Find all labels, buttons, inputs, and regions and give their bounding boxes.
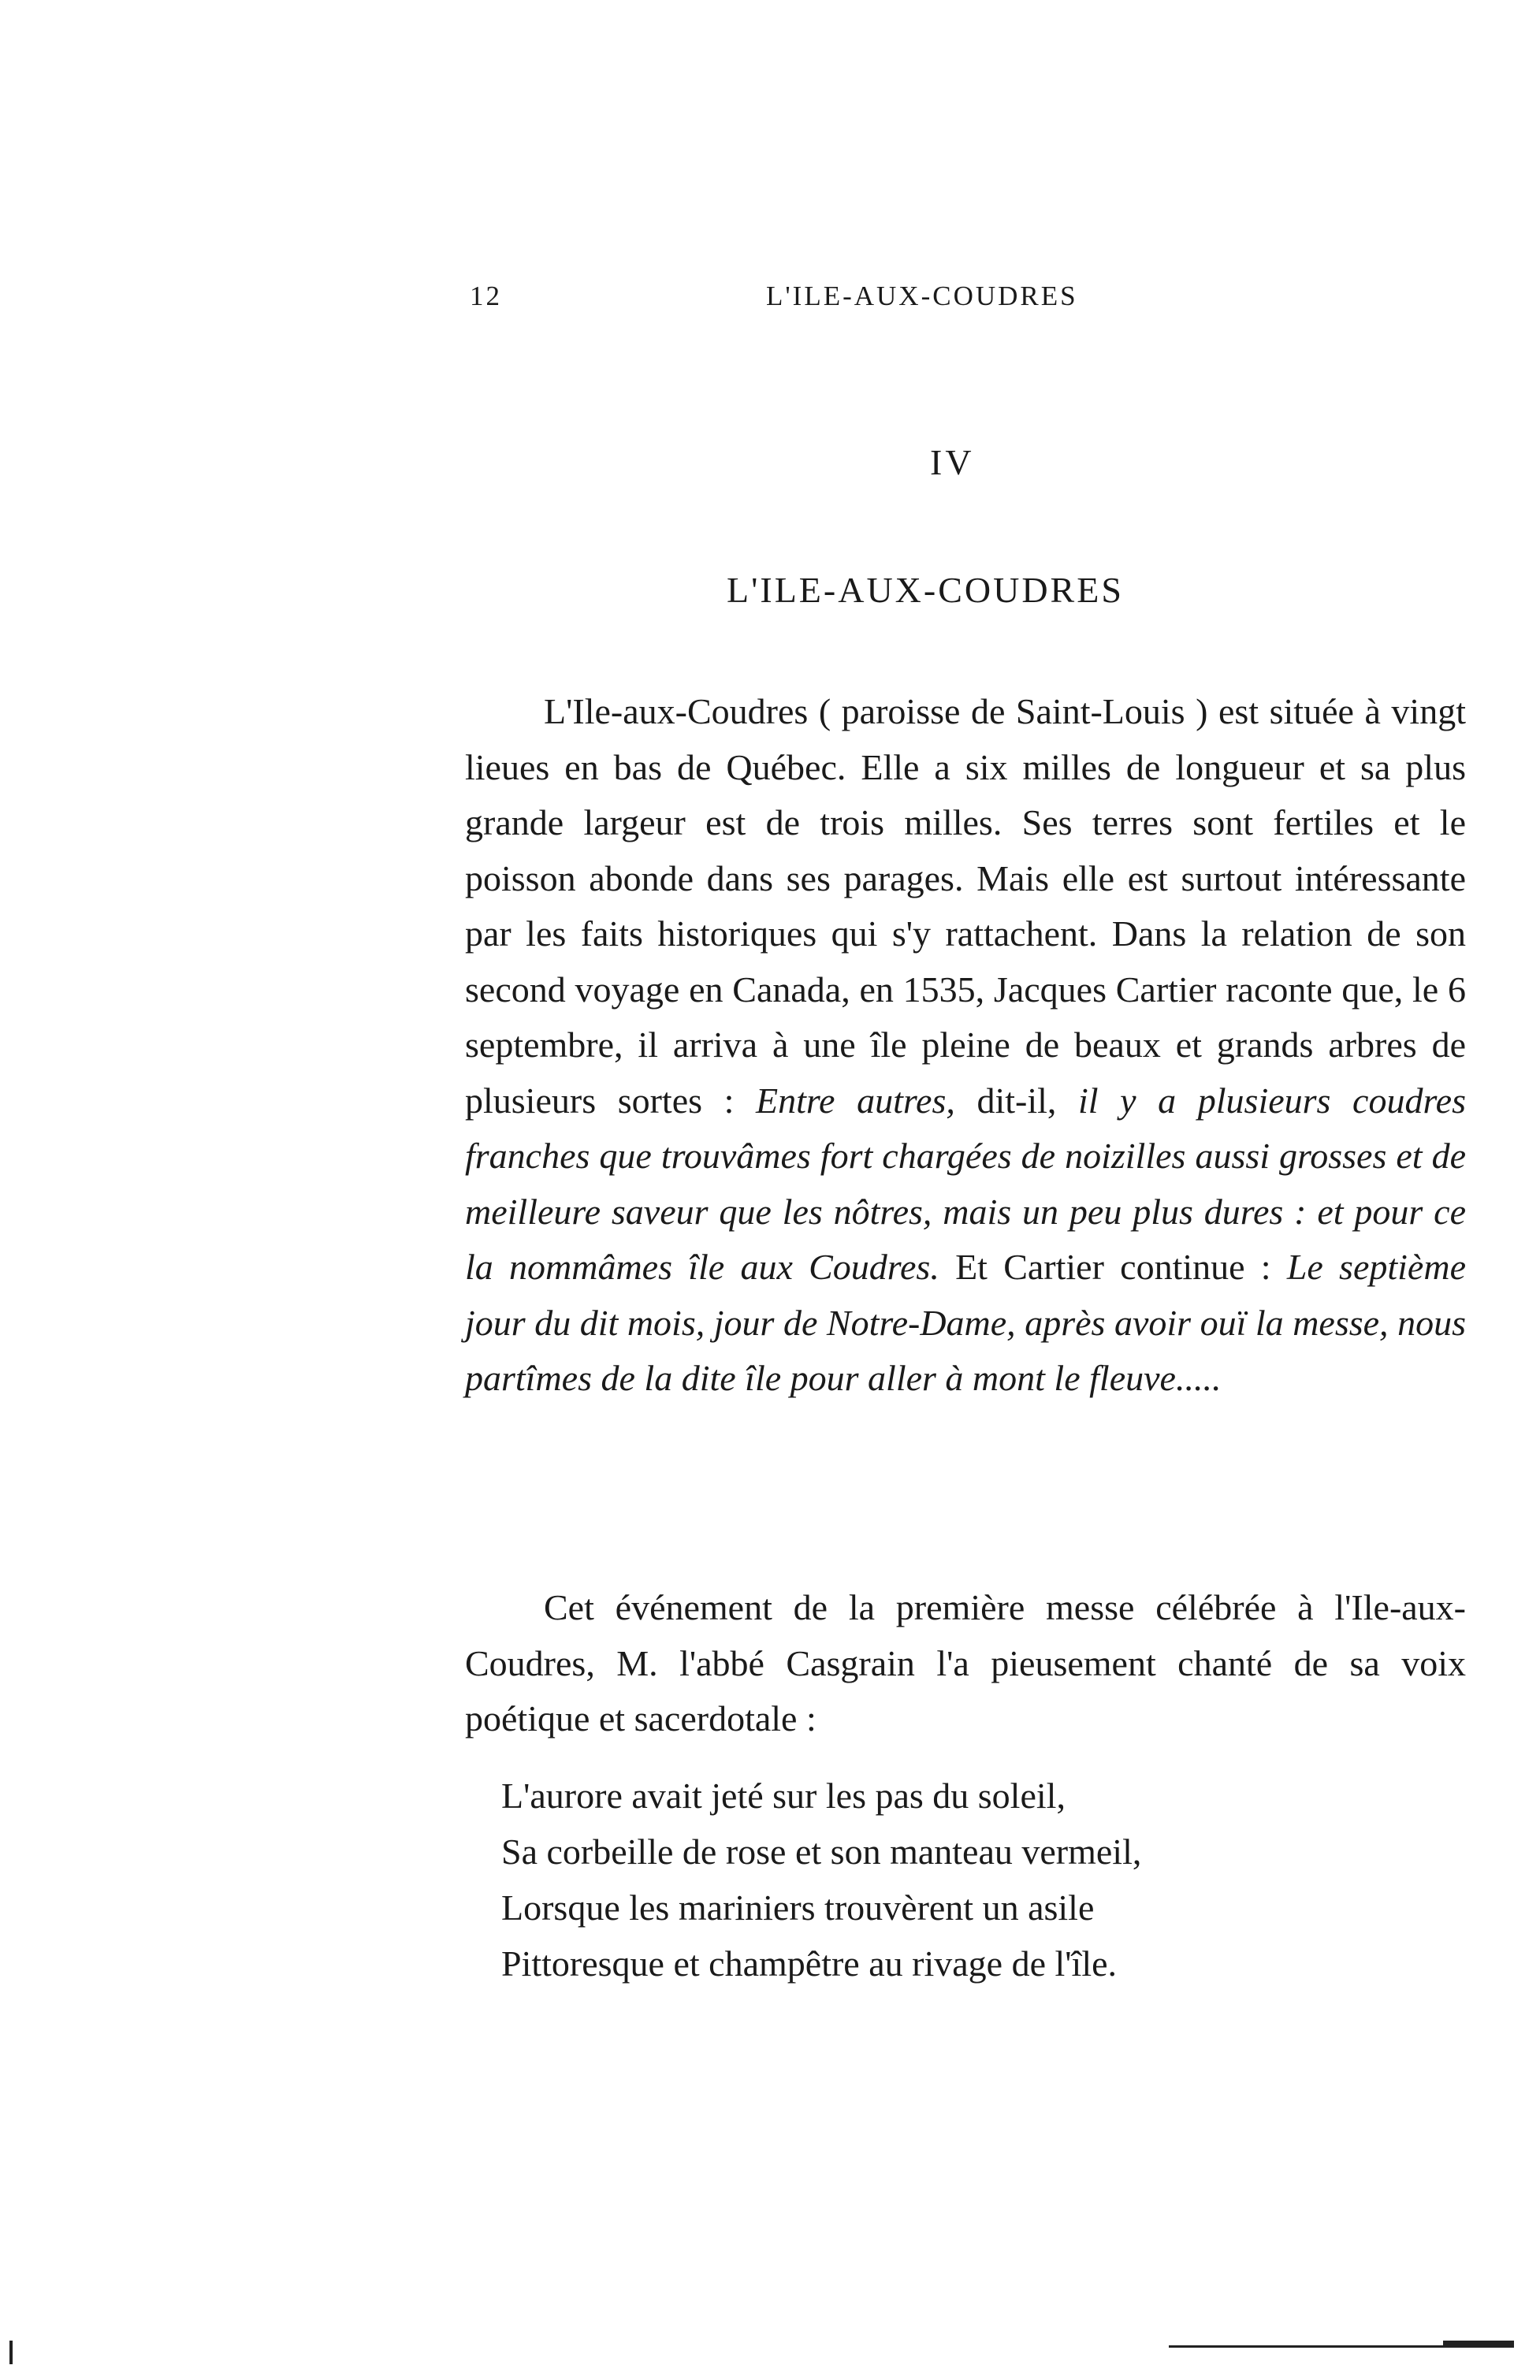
page-number: 12 — [470, 281, 502, 311]
paragraph-text: L'Ile-aux-Coudres ( paroisse de Saint-Louis ) est située à vingt lieues en bas de Québec. Elle a six milles de longueur et sa plus grande largeur est de trois milles. Ses terres sont fertiles et le poisson abonde dans ses parages. Mais elle est surtout intéressante par les faits historiques qui s'y rattachent. Dans la relation de son second voyage en Canada, en 1535, Jacques Cartier raconte que, le 6 septembre, il arriva à une île pleine de beaux et grands arbres de plusieurs sortes : — [465, 691, 1466, 1121]
margin-mark — [9, 2341, 13, 2364]
verse-line: Pittoresque et champêtre au rivage de l'île. — [501, 1943, 1118, 1984]
paragraph-cartier — [465, 684, 1466, 1407]
verse-line: Sa corbeille de rose et son manteau vermeil, — [501, 1831, 1142, 1872]
verse-line: Lorsque les mariniers trouvèrent un asile — [501, 1887, 1095, 1928]
paragraph-text: dit-il, — [954, 1080, 1079, 1121]
quote-italic: il y a plusieurs coudres franches que trouvâmes fort chargées de noizilles aussi grosses et de meilleure saveur que les nôtres, mais un peu plus dures : et pour ce la nommâmes île aux Coudres. — [465, 1080, 1466, 1287]
verse-stanza — [501, 1768, 1141, 1991]
chapter-title: L'ILE-AUX-COUDRES — [727, 570, 1124, 610]
running-title: L'ILE-AUX-COUDRES — [766, 281, 1078, 311]
quote-italic: Le septième jour du dit mois, jour de Notre-Dame, après avoir ouï la messe, nous partîmes de la dite île pour aller à mont le fleuve..... — [465, 1247, 1466, 1398]
running-head — [0, 281, 1540, 328]
ornament-rule — [1169, 2345, 1514, 2348]
chapter-number: IV — [930, 442, 975, 482]
paragraph-text: Et Cartier continue : — [939, 1247, 1287, 1287]
verse-line: L'aurore avait jeté sur les pas du soleil, — [501, 1776, 1066, 1816]
quote-italic: Entre autres, — [755, 1080, 955, 1121]
paragraph-casgrain: Cet événement de la première messe célébrée à l'Ile-aux-Coudres, M. l'abbé Casgrain l'a pieusement chanté de sa voix poétique et sacerdotale : — [465, 1587, 1466, 1739]
